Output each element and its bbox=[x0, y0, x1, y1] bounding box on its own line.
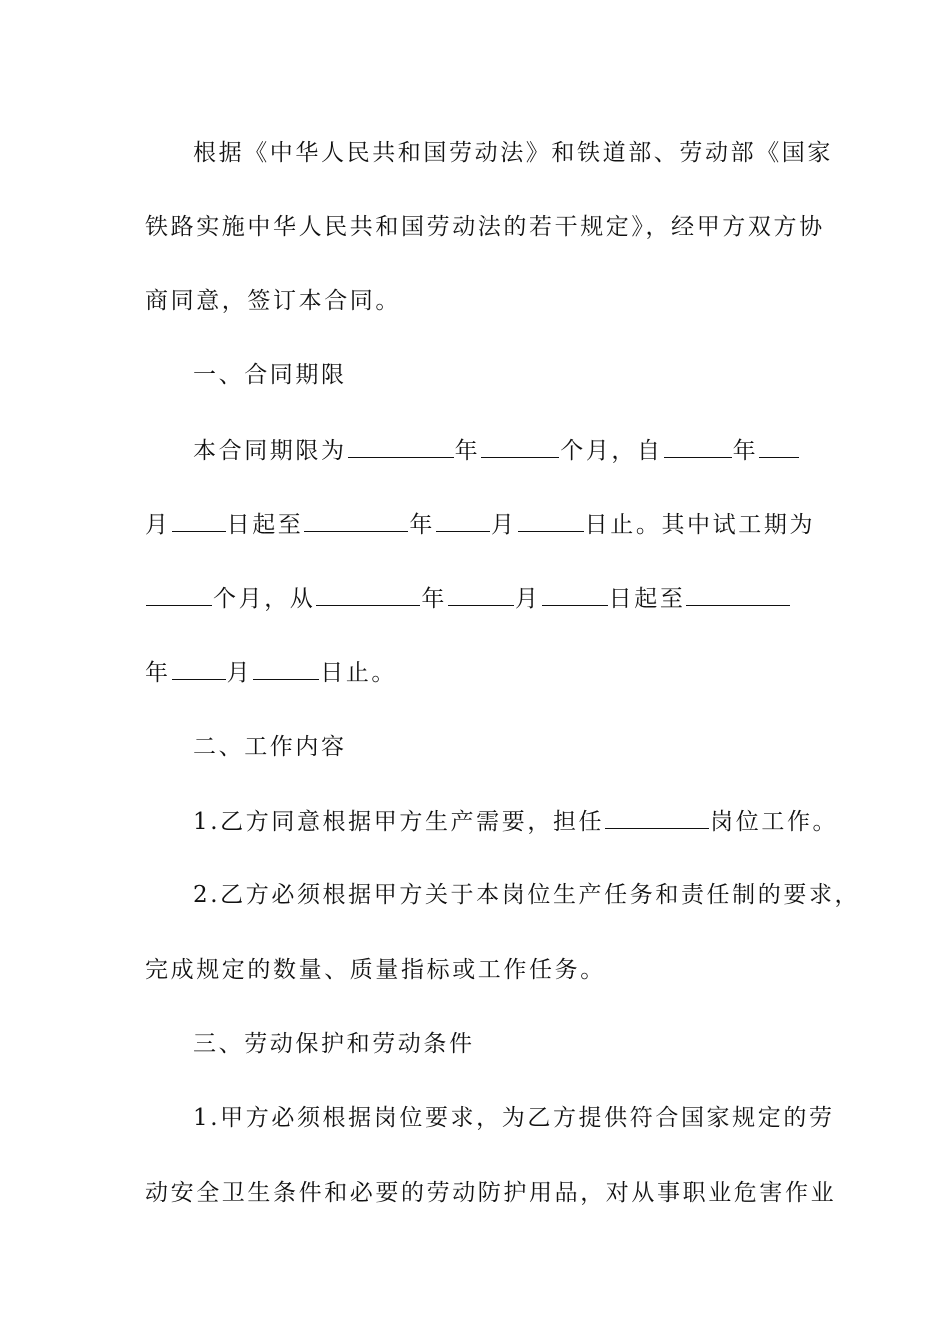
contract-term-line-4 bbox=[145, 657, 810, 688]
text: 1.甲方必须根据岗位要求，为乙方提供符合国家规定的劳 bbox=[193, 1105, 835, 1131]
text: 个月，从 bbox=[213, 586, 316, 612]
text: 日止。其中试工期为 bbox=[584, 512, 816, 538]
fill-blank-end-month[interactable] bbox=[436, 509, 490, 532]
labor-protection-item-1-line-2 bbox=[145, 1178, 837, 1208]
heading-text: 一、合同期限 bbox=[193, 362, 347, 388]
contract-term-line-1 bbox=[193, 435, 810, 466]
fill-blank-trial-start-day[interactable] bbox=[542, 583, 608, 606]
heading-text: 三、劳动保护和劳动条件 bbox=[193, 1031, 475, 1057]
text: 日起至 bbox=[226, 512, 304, 538]
text: 岗位工作。 bbox=[710, 809, 839, 835]
fill-blank-years[interactable] bbox=[348, 435, 454, 458]
text: 年 bbox=[421, 586, 448, 612]
paragraph-intro-line-2 bbox=[145, 212, 825, 242]
text: 完成规定的数量、质量指标或工作任务。 bbox=[145, 957, 606, 983]
fill-blank-start-month[interactable] bbox=[759, 435, 799, 458]
fill-blank-trial-start-year[interactable] bbox=[316, 583, 420, 606]
work-content-item-2-line-2 bbox=[145, 955, 810, 985]
text: 月 bbox=[515, 586, 541, 612]
fill-blank-start-day[interactable] bbox=[172, 509, 226, 532]
fill-blank-end-year[interactable] bbox=[304, 509, 408, 532]
text: 本合同期限为 bbox=[193, 438, 347, 464]
text: 年 bbox=[145, 660, 171, 686]
text: 日止。 bbox=[320, 660, 398, 686]
text: 年 bbox=[409, 512, 436, 538]
text: 个月，自 bbox=[560, 438, 663, 464]
fill-blank-trial-end-month[interactable] bbox=[172, 657, 226, 680]
fill-blank-trial-end-year[interactable] bbox=[686, 583, 790, 606]
section-heading-labor-protection bbox=[193, 1029, 810, 1059]
text: 年 bbox=[454, 438, 481, 464]
text: 商同意，签订本合同。 bbox=[145, 288, 401, 314]
fill-blank-start-year[interactable] bbox=[664, 435, 732, 458]
work-content-item-2-line-1 bbox=[193, 880, 861, 910]
text: 1.乙方同意根据甲方生产需要，担任 bbox=[193, 809, 605, 835]
text: 月 bbox=[491, 512, 517, 538]
labor-protection-item-1-line-1 bbox=[193, 1103, 835, 1133]
text: 2.乙方必须根据甲方关于本岗位生产任务和责任制的要求， bbox=[193, 882, 861, 908]
text: 根据《中华人民共和国劳动法》和铁道部、劳动部《国家 bbox=[193, 140, 833, 166]
paragraph-intro-line-1 bbox=[193, 138, 833, 168]
section-heading-work-content bbox=[193, 732, 810, 762]
fill-blank-trial-start-month[interactable] bbox=[448, 583, 514, 606]
text: 铁路实施中华人民共和国劳动法的若干规定》，经甲方双方协 bbox=[145, 214, 825, 240]
fill-blank-position[interactable] bbox=[605, 806, 709, 829]
contract-term-line-2 bbox=[145, 509, 816, 540]
text: 月 bbox=[226, 660, 253, 686]
paragraph-intro-line-3 bbox=[145, 286, 810, 316]
text: 动安全卫生条件和必要的劳动防护用品，对从事职业危害作业 bbox=[145, 1180, 837, 1206]
fill-blank-trial-months[interactable] bbox=[146, 583, 212, 606]
text: 月 bbox=[145, 512, 171, 538]
section-heading-contract-term bbox=[193, 360, 810, 390]
work-content-item-1 bbox=[193, 806, 839, 837]
heading-text: 二、工作内容 bbox=[193, 734, 347, 760]
fill-blank-months[interactable] bbox=[481, 435, 559, 458]
text: 日起至 bbox=[608, 586, 686, 612]
text: 年 bbox=[732, 438, 759, 464]
contract-term-line-3 bbox=[145, 583, 810, 614]
fill-blank-trial-end-day[interactable] bbox=[253, 657, 319, 680]
fill-blank-end-day[interactable] bbox=[518, 509, 584, 532]
